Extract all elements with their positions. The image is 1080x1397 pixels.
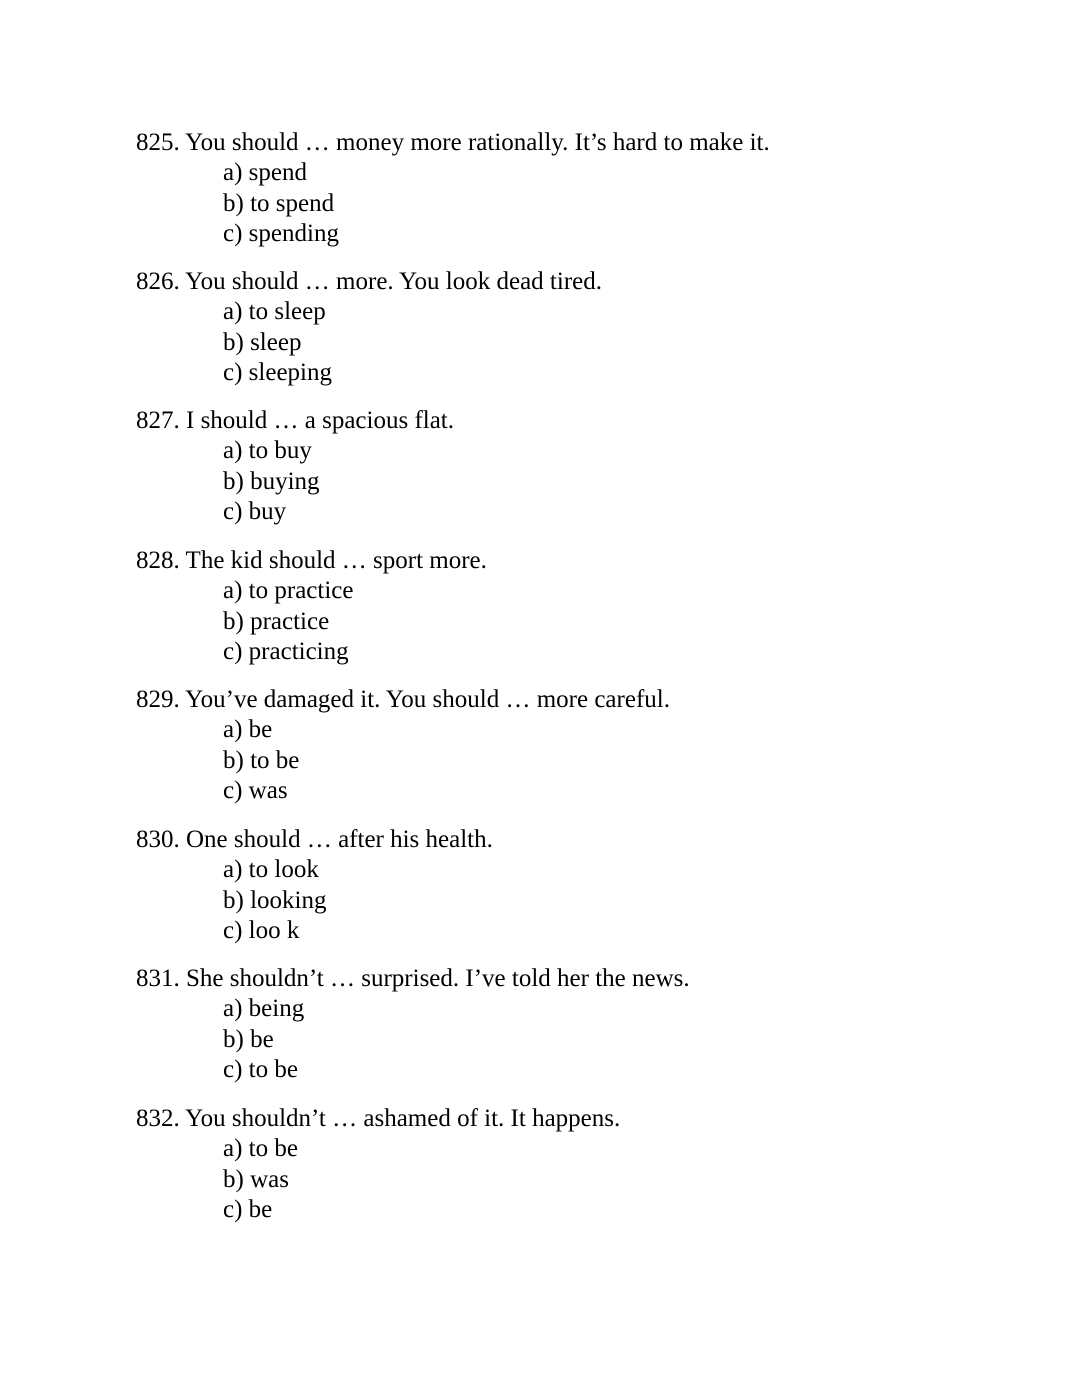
answer-options: [136, 436, 1036, 528]
question-text: 830. One should … after his health.: [136, 826, 493, 853]
option-a: a) being: [223, 995, 305, 1022]
answer-options: [136, 576, 1036, 668]
option-c: c) sleeping: [223, 359, 332, 386]
question-829: [136, 685, 1036, 807]
question-831: [136, 964, 1036, 1086]
option-b: b) to be: [223, 746, 300, 774]
question-832: [136, 1104, 1036, 1226]
option-a: a) to sleep: [223, 298, 326, 325]
option-a: a) to buy: [223, 437, 312, 464]
option-a: a) to practice: [223, 577, 354, 604]
option-b: b) practice: [223, 607, 330, 635]
option-b: b) to spend: [223, 189, 335, 217]
question-text: 828. The kid should … sport more.: [136, 547, 487, 574]
question-827: [136, 406, 1036, 528]
answer-options: [136, 715, 1036, 807]
answer-options: [136, 158, 1036, 250]
question-828: [136, 546, 1036, 668]
answer-options: [136, 1134, 1036, 1226]
question-text: 826. You should … more. You look dead tired.: [136, 268, 602, 295]
question-text: 829. You’ve damaged it. You should … more careful.: [136, 686, 670, 713]
option-b: b) be: [223, 1025, 274, 1053]
question-text: 832. You shouldn’t … ashamed of it. It happens.: [136, 1105, 621, 1132]
option-c: c) to be: [223, 1056, 298, 1083]
option-a: a) to look: [223, 856, 319, 883]
question-825: [136, 128, 1036, 250]
option-b: b) sleep: [223, 328, 302, 356]
option-c: c) loo k: [223, 917, 300, 944]
question-text: 825. You should … money more rationally. It’s hard to make it.: [136, 129, 770, 156]
option-c: c) practicing: [223, 638, 349, 665]
question-text: 831. She shouldn’t … surprised. I’ve told her the news.: [136, 965, 690, 992]
option-b: b) looking: [223, 886, 327, 914]
answer-options: [136, 297, 1036, 389]
answer-options: [136, 855, 1036, 947]
question-text: 827. I should … a spacious flat.: [136, 407, 455, 434]
option-c: c) be: [223, 1196, 273, 1223]
option-a: a) spend: [223, 159, 307, 186]
option-a: a) to be: [223, 1135, 298, 1162]
option-c: c) buy: [223, 498, 287, 525]
option-b: b) buying: [223, 467, 320, 495]
question-830: [136, 825, 1036, 947]
answer-options: [136, 994, 1036, 1086]
option-b: b) was: [223, 1165, 289, 1193]
option-c: c) was: [223, 777, 288, 804]
question-826: [136, 267, 1036, 389]
option-c: c) spending: [223, 220, 339, 247]
option-a: a) be: [223, 716, 273, 743]
